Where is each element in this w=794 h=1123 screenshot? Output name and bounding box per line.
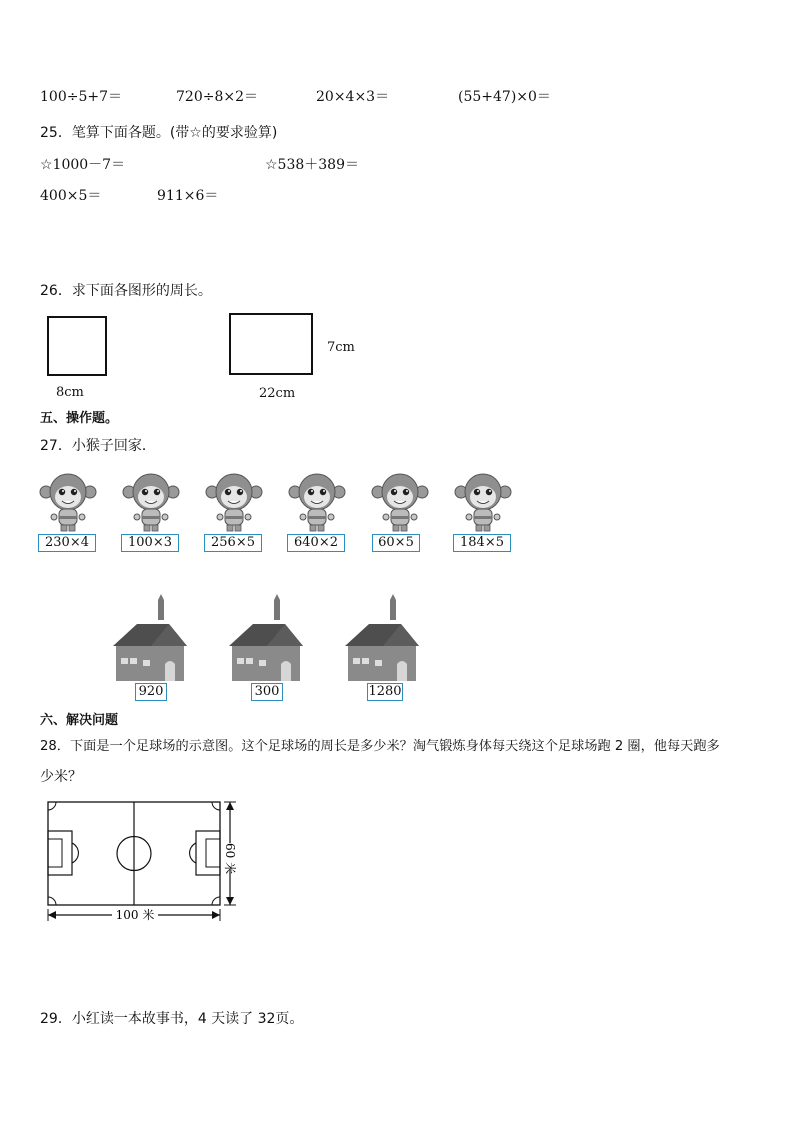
house-icon [113, 594, 187, 682]
mental-calc-2: 720÷8×2＝ [176, 89, 258, 105]
q25-item-3: 400×5＝ [40, 188, 102, 204]
football-field-diagram [40, 795, 250, 930]
field-width-label: 100 米 [115, 908, 155, 922]
monkey-expression-box: 184×5 [453, 534, 511, 552]
q25-item-1: ☆1000－7＝ [40, 157, 126, 173]
section-5-heading: 五、操作题。 [40, 411, 119, 426]
house-icon [345, 594, 419, 682]
square-shape [47, 316, 107, 376]
monkey-icon [370, 470, 430, 532]
q25-item-2: ☆538＋389＝ [265, 157, 359, 173]
field-height-label: 60 米 [223, 843, 237, 875]
square-side-label: 8cm [56, 385, 84, 400]
section-6-heading: 六、解决问题 [40, 713, 119, 728]
q27-title: 27．小猴子回家． [40, 438, 156, 454]
monkey-expression-box: 230×4 [38, 534, 96, 552]
monkey-icon [204, 470, 264, 532]
q25-title: 25．笔算下面各题。(带☆的要求验算) [40, 125, 278, 141]
house-number-box: 1280 [368, 684, 402, 699]
house-number-box: 300 [251, 683, 283, 701]
house-number-box: 920 [135, 683, 167, 701]
rectangle-shape [229, 313, 313, 375]
house-icon [229, 594, 303, 682]
mental-calc-4: (55+47)×0＝ [458, 89, 551, 105]
monkey-expression-box: 640×2 [287, 534, 345, 552]
rectangle-width-label: 22cm [259, 386, 296, 401]
mental-calc-3: 20×4×3＝ [316, 89, 390, 105]
q26-title: 26．求下面各图形的周长。 [40, 283, 212, 299]
q28-text-line1: 28．下面是一个足球场的示意图。这个足球场的周长是多少米？淘气锻炼身体每天绕这个足球场跑 2 圈，他每天跑多 [40, 739, 720, 754]
rectangle-height-label: 7cm [327, 340, 355, 355]
q29-text: 29．小红读一本故事书，4 天读了 32页。 [40, 1011, 304, 1027]
mental-calc-1: 100÷5+7＝ [40, 89, 122, 105]
monkey-expression-box: 100×3 [121, 534, 179, 552]
monkey-icon [38, 470, 98, 532]
monkey-expression-box: 256×5 [204, 534, 262, 552]
monkey-icon [453, 470, 513, 532]
monkey-expression-box: 60×5 [372, 534, 420, 552]
q25-item-4: 911×6＝ [157, 188, 219, 204]
monkey-icon [121, 470, 181, 532]
q28-text-line2: 少米？ [40, 769, 82, 785]
monkey-icon [287, 470, 347, 532]
